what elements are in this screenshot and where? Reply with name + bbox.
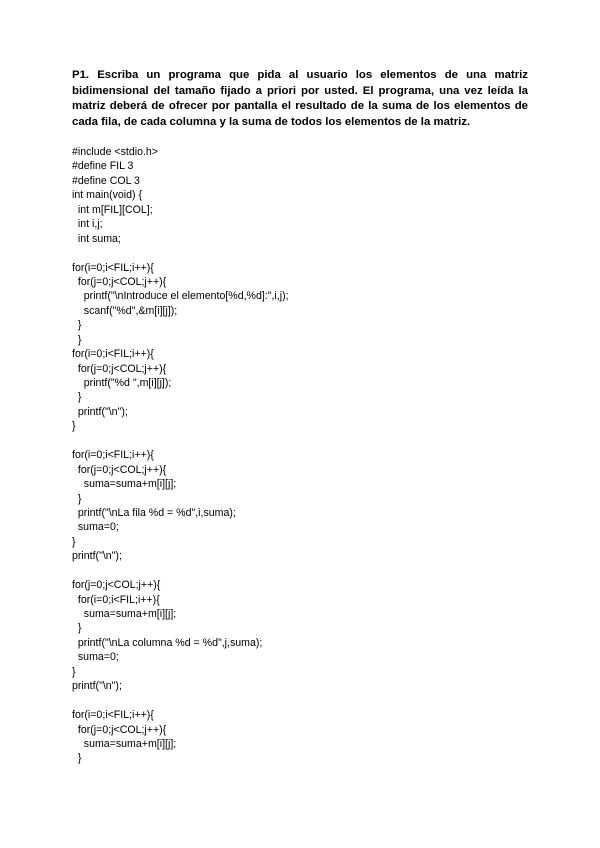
code-line: printf("\nIntroduce el elemento[%d,%d]:",i,j); (72, 290, 289, 303)
code-line: } (72, 622, 82, 635)
code-line: printf("\nLa fila %d = %d",i,suma); (72, 506, 236, 519)
code-line: } (72, 492, 82, 505)
code-line (72, 246, 528, 260)
code-line: printf("%d ",m[i][j]); (72, 377, 172, 389)
code-line: for(j=0;j<COL;j++){ (72, 723, 167, 736)
code-line (72, 564, 528, 578)
code-line: suma=suma+m[i][j]; (72, 737, 177, 750)
code-line: int m[FIL][COL]; (72, 203, 153, 216)
problem-statement: P1. Escriba un programa que pida al usuario los elementos de una matriz bidimensional del tamaño fijado a priori por usted. El programa, una vez leída la matriz deberá de ofrecer por pantalla el resultado de la suma de los elementos de cada fila, de cada columna y la suma de todos los elementos de la matriz. (72, 69, 528, 128)
code-line: for(i=0;i<FIL;i++){ (72, 261, 154, 274)
code-line: int main(void) { (72, 189, 143, 202)
code-line: suma=suma+m[i][j]; (72, 478, 177, 491)
code-line (72, 694, 528, 708)
code-line: #include <stdio.h> (72, 146, 158, 158)
code-line: } (72, 391, 82, 404)
code-line: for(i=0;i<FIL;i++){ (72, 449, 154, 462)
code-line: printf("\n"); (72, 550, 122, 563)
code-line: for(i=0;i<FIL;i++){ (72, 348, 154, 361)
code-line: suma=0; (72, 651, 119, 664)
code-line: int i,j; (72, 218, 103, 231)
code-line: printf("\n"); (72, 405, 128, 418)
code-line: } (72, 752, 82, 765)
code-block (72, 145, 528, 766)
code-line: suma=0; (72, 521, 119, 534)
code-line: } (72, 665, 76, 678)
code-line: printf("\nLa columna %d = %d",j,suma); (72, 636, 263, 649)
code-line: for(j=0;j<COL;j++){ (72, 275, 167, 288)
code-line: for(i=0;i<FIL;i++){ (72, 593, 160, 606)
code-line: } (72, 319, 82, 332)
code-line: } (72, 535, 76, 548)
code-line: for(j=0;j<COL;j++){ (72, 463, 167, 476)
code-line: int suma; (72, 232, 121, 245)
code-line: for(j=0;j<COL;j++){ (72, 362, 167, 375)
code-line: suma=suma+m[i][j]; (72, 608, 177, 620)
code-line: } (72, 420, 76, 433)
code-line (72, 434, 528, 448)
code-line: for(j=0;j<COL;j++){ (72, 579, 161, 592)
code-line: #define COL 3 (72, 174, 140, 187)
code-line: scanf("%d",&m[i][j]); (72, 304, 178, 317)
code-line: } (72, 333, 82, 346)
code-line: #define FIL 3 (72, 160, 134, 173)
code-line: for(i=0;i<FIL;i++){ (72, 709, 154, 722)
code-line: printf("\n"); (72, 680, 122, 693)
